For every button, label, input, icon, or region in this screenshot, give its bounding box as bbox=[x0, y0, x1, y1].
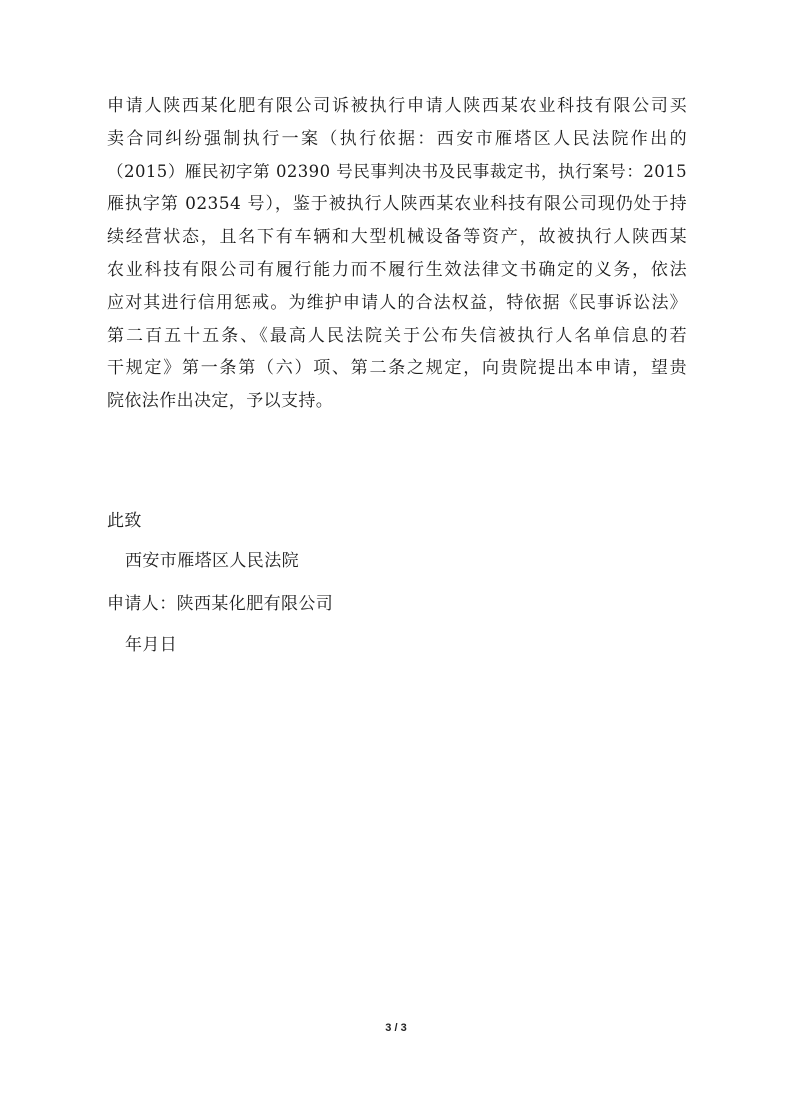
body-line: 卖合同纠纷强制执行一案（执行依据：西安市雁塔区人民法院作出的 bbox=[107, 128, 687, 149]
body-line: 续经营状态，且名下有车辆和大型机械设备等资产，故被执行人陕西某 bbox=[107, 227, 687, 248]
body-line: 应对其进行信用惩戒。为维护申请人的合法权益，特依据《民事诉讼法》 bbox=[107, 292, 687, 313]
date-line: 年月日 bbox=[125, 635, 178, 655]
body-line: 干规定》第一条第（六）项、第二条之规定，向贵院提出本申请，望贵 bbox=[107, 358, 687, 379]
body-line: 申请人陕西某化肥有限公司诉被执行申请人陕西某农业科技有限公司买 bbox=[107, 96, 687, 116]
recipient-court: 西安市雁塔区人民法院 bbox=[125, 551, 299, 571]
body-line: 第二百五十五条、《最高人民法院关于公布失信被执行人名单信息的若 bbox=[107, 325, 687, 346]
body-line: 农业科技有限公司有履行能力而不履行生效法律文书确定的义务，依法 bbox=[107, 259, 687, 280]
body-line: （2015）雁民初字第 02390 号民事判决书及民事裁定书，执行案号：2015 bbox=[107, 161, 687, 181]
page-number: 3 / 3 bbox=[385, 1022, 407, 1034]
applicant-signature: 申请人：陕西某化肥有限公司 bbox=[107, 594, 334, 614]
body-line: 院依法作出决定，予以支持。 bbox=[107, 391, 334, 412]
application-body bbox=[107, 90, 687, 418]
body-line: 雁执字第 02354 号），鉴于被执行人陕西某农业科技有限公司现仍处于持 bbox=[107, 194, 687, 215]
salutation: 此致 bbox=[107, 511, 142, 531]
